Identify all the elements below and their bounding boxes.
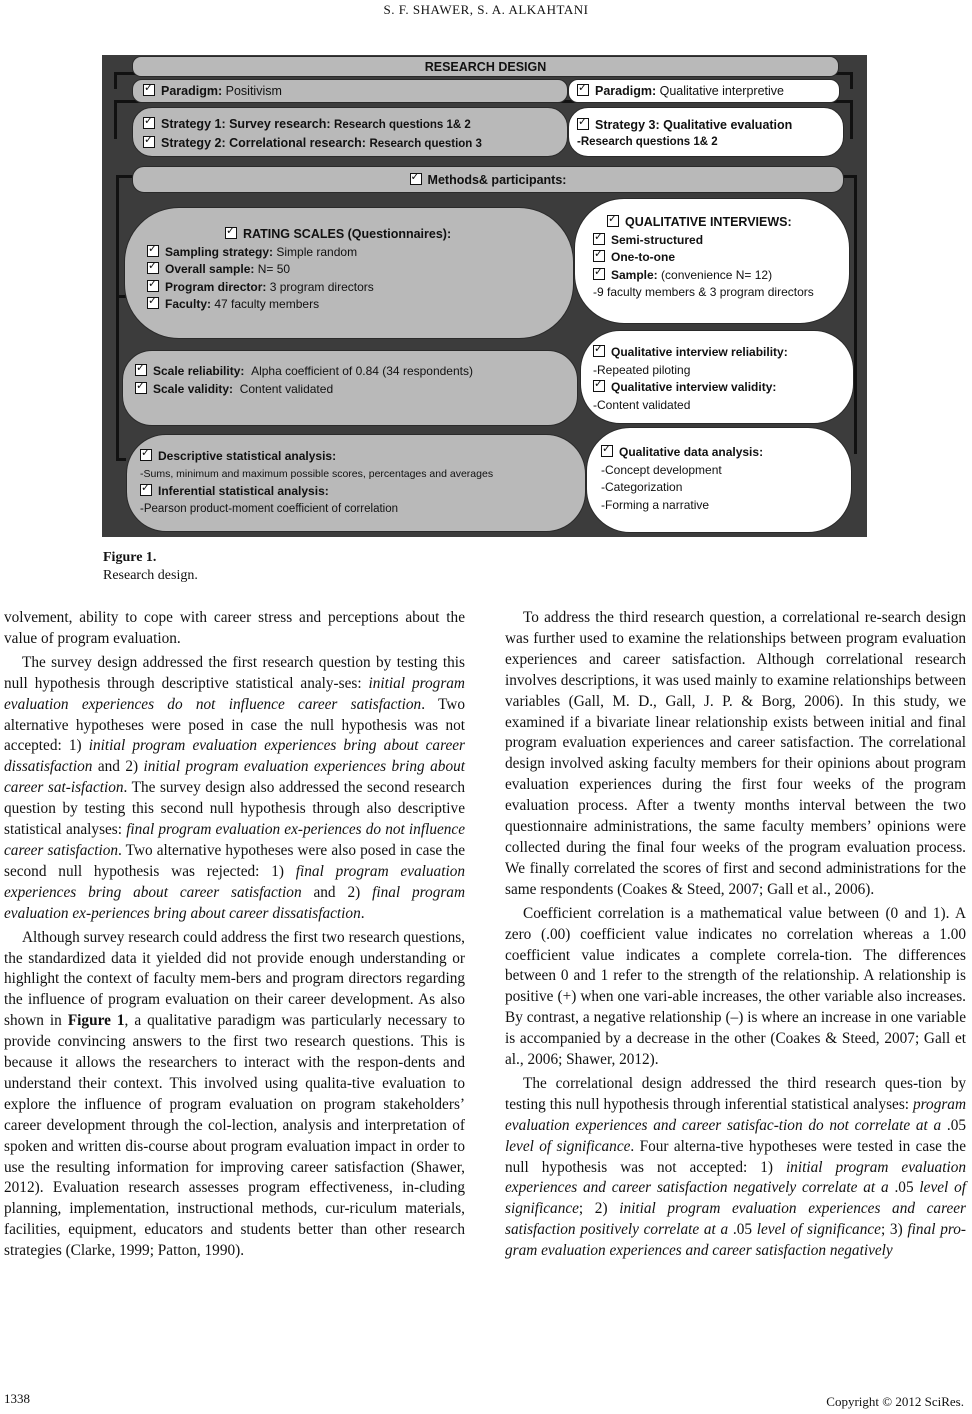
checkbox-icon	[143, 84, 155, 96]
checkbox-icon	[593, 250, 605, 262]
research-design-figure	[102, 55, 867, 537]
rating-scales: ✓RATING SCALES (Questionnaires): ✓Sampling strategy: Simple random ✓Overall sample: N= 50 ✓Program director: 3 program directors ✓Faculty: 47 faculty members	[124, 207, 574, 339]
checkbox-icon	[601, 445, 613, 457]
checkbox-icon	[140, 484, 152, 496]
checkbox-icon	[593, 268, 605, 280]
paragraph: The survey design addressed the first research question by testing this null hypothesis through descriptive statistical analy-ses: initial program evaluation experiences do not influence career satisfaction. Two alternative hypotheses were posed in case the null hypothesis was not accepted: 1) initial program evaluation experiences bring about career dissatisfaction and 2) initial program evaluation experiences bring about career sat-isfaction. The survey design also addressed the second research question by testing this second null hypothesis through also descriptive statistical analyses: final program evaluation ex-periences do not influence career satisfaction. Two alternative hypotheses were also posed in case the second null hypothesis was rejected: 1) final program evaluation experiences bring about career satisfaction and 2) final program evaluation ex-periences bring about career dissatisfaction.	[4, 653, 466, 922]
checkbox-icon	[593, 345, 605, 357]
checkbox-icon	[593, 233, 605, 245]
checkbox-icon	[143, 136, 155, 148]
checkbox-icon	[147, 245, 159, 257]
page-number: 1338	[4, 1391, 30, 1406]
qualitative-data-analysis: ✓Qualitative data analysis: -Concept development -Categorization -Forming a narrative	[586, 427, 852, 533]
paragraph: To address the third research question, a correlational re-search design was further used to examine the relationships between program evaluation experiences and career satisfaction. Although correlational research involves descriptions, it was used mainly to examine relationships between variables (Gall, M. D., Gall, J. P. & Borg, 2006). In this study, we examined if a bivariate linear relationship exists between initial and final program evaluation experiences and career satisfaction. The correlational design involved asking faculty members for their opinions about program evaluation experiences during the first four weeks of the program evaluation process. After a twenty months interval between the two questionnaire administrations, the same faculty members’ opinions were collected during the final four weeks of the program evaluation process. We finally correlated the scores of first and second administrations for the same respondents (Coakes & Steed, 2007; Gall et al., 2006).	[505, 609, 966, 898]
figure-caption	[103, 549, 198, 585]
qualitative-reliability-validity: ✓Qualitative interview reliability: -Repeated piloting ✓Qualitative interview validity: -Content validated	[580, 330, 854, 424]
strategy-3: ✓Strategy 3: Qualitative evaluation -Research questions 1& 2	[568, 107, 844, 157]
qualitative-interviews: ✓QUALITATIVE INTERVIEWS: ✓Semi-structured ✓One-to-one ✓Sample: (convenience N= 12) -9 faculty members & 3 program directors	[574, 198, 850, 324]
paradigm-positivism: ✓Paradigm: Positivism	[132, 79, 568, 103]
checkbox-icon	[147, 297, 159, 309]
checkbox-icon	[577, 84, 589, 96]
checkbox-icon	[593, 380, 605, 392]
statistical-analysis: ✓Descriptive statistical analysis: -Sums, minimum and maximum possible scores, percentages and averages ✓Inferential statistical analysis: -Pearson product-moment coefficient of correlation	[126, 434, 586, 532]
right-column	[505, 608, 966, 1262]
running-head: S. F. SHAWER, S. A. ALKAHTANI	[383, 2, 589, 17]
checkbox-icon	[135, 364, 147, 376]
checkbox-icon	[607, 215, 619, 227]
checkbox-icon	[140, 449, 152, 461]
paragraph: volvement, ability to cope with career stress and perceptions about the value of program evaluation.	[4, 609, 465, 647]
paragraph: Although survey research could address the first two research questions, the standardized data it yielded did not provide enough understanding or highlight the context of faculty mem-bers and program directors regarding the influence of program evaluation on their career development. As also shown in Figure 1, a qualitative paradigm was particularly necessary to provide convincing answers to the first two research questions. This is because it allows the researchers to interact with the respon-dents and understand their context. This involved using qualita-tive evaluation to explore the influence of program evaluation on program stakeholders’ career development through the col-lection, analysis and interpretation of spoken and written dis-course about program evaluation impact in order to use the resulting information for improving career satisfaction (Shawer, 2012). Evaluation research assesses program effectiveness, in-cluding planning, implementation, instructional methods, cur-riculum materials, facilities, equipment, educators and students better than other research strategies (Clarke, 1999; Patton, 1990).	[4, 928, 465, 1260]
left-column	[4, 608, 465, 1262]
figure-title: RESEARCH DESIGN	[132, 56, 839, 77]
strategies-1-2: ✓Strategy 1: Survey research: Research questions 1& 2 ✓Strategy 2: Correlational research: Research question 3	[132, 107, 568, 157]
caption-label: Figure 1.	[103, 550, 157, 565]
paragraph: Coefficient correlation is a mathematical value between (0 and 1). A zero (.00) coefficient value indicates no correlation whereas a 1.00 coefficient value indicates a complete correla-tion. The differences between 0 and 1 refer to the strength of the relationship. A relationship is positive (+) when one vari-able increases, the other variable also increases. By contrast, a negative relationship (–) is where an increase in one variable is accompanied by a decrease in the other (Coakes & Steed, 2007; Gall et al., 2006; Shawer, 2012).	[505, 904, 966, 1069]
caption-text: Research design.	[103, 568, 198, 583]
checkbox-icon	[147, 280, 159, 292]
scale-reliability-validity: ✓Scale reliability: Alpha coefficient of 0.84 (34 respondents) ✓Scale validity: Content validated	[122, 350, 578, 426]
paradigm-qualitative: ✓ Paradigm: Qualitative interpretive	[568, 79, 840, 103]
checkbox-icon	[135, 382, 147, 394]
checkbox-icon	[225, 227, 237, 239]
methods-participants: ✓Methods& participants:	[132, 166, 844, 193]
checkbox-icon	[577, 118, 589, 130]
copyright: Copyright © 2012 SciRes.	[826, 1394, 964, 1409]
checkbox-icon	[147, 262, 159, 274]
checkbox-icon	[410, 173, 422, 185]
checkbox-icon	[143, 117, 155, 129]
paragraph: The correlational design addressed the third research ques-tion by testing this null hypothesis through inferential statistical analyses: program evaluation experiences and career satisfac-tion do not correlate at a .05 level of significance. Four alterna-tive hypotheses were tested in case the null hypothesis was not accepted: 1) initial program evaluation experiences and career satisfaction negatively correlate at a .05 level of significance; 2) initial program evaluation experiences and career satisfaction positively correlate at a .05 level of significance; 3) final pro-gram evaluation experiences and career satisfaction negatively	[505, 1074, 966, 1260]
